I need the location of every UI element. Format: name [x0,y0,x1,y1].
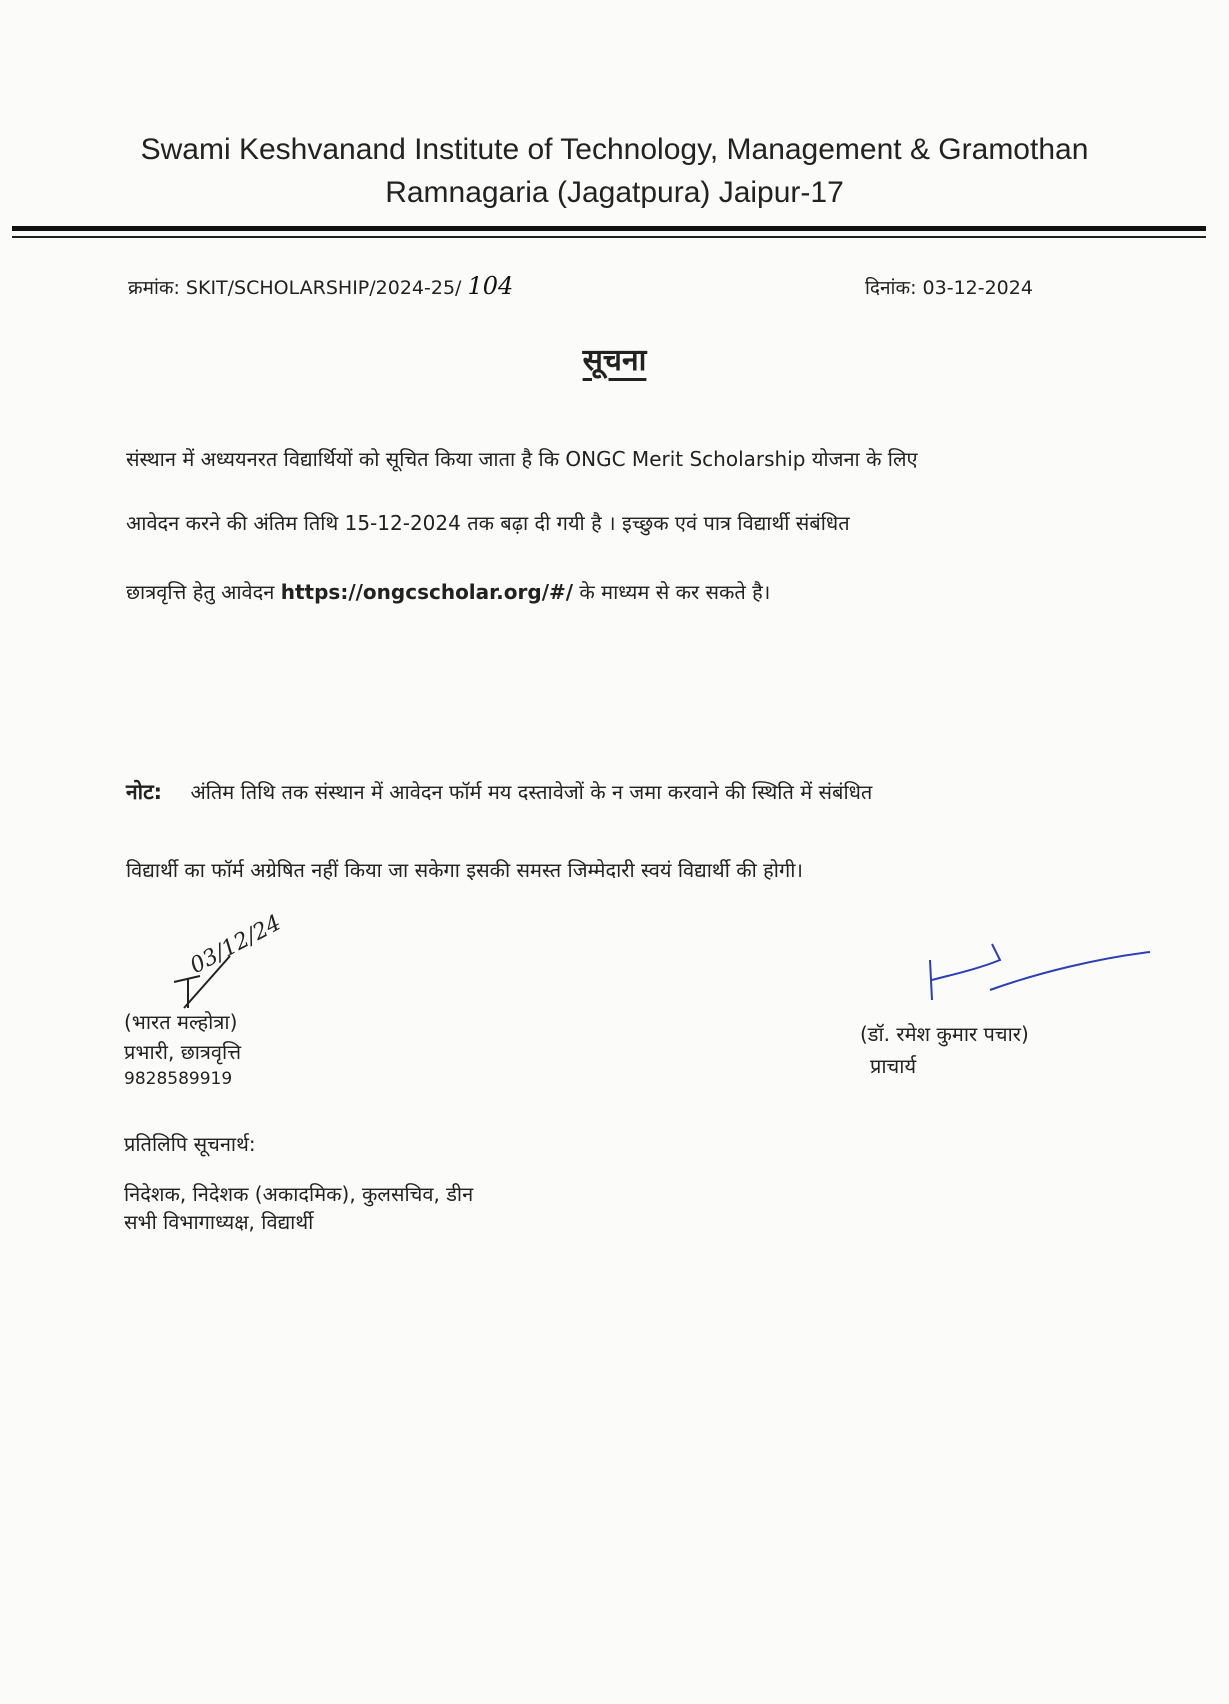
notice-line-3-suffix: के माध्यम से कर सकते है। [579,580,771,604]
copy-to-label: प्रतिलिपि सूचनार्थ: [124,1132,256,1156]
left-signatory-designation: प्रभारी, छात्रवृत्ति [124,1040,242,1064]
notice-title [0,338,1229,379]
notice-line-3 [126,578,770,605]
date-line [865,274,1033,300]
institute-address: Ramnagaria (Jagatpura) Jaipur-17 [385,176,844,209]
date-label: दिनांक: [865,277,917,299]
left-signatory-name: (भारत मल्होत्रा) [124,1010,238,1034]
scholarship-link[interactable]: https://ongcscholar.org/#/ [280,580,574,604]
header-rule-thin [12,236,1206,238]
copy-to-line-1: निदेशक, निदेशक (अकादमिक), कुलसचिव, डीन [124,1182,474,1206]
right-signatory-designation: प्राचार्य [870,1054,917,1078]
note-text-1: अंतिम तिथि तक संस्थान में आवेदन फॉर्म मय दस्तावेजों के न जमा करवाने की स्थिति में संबंधित [190,780,873,804]
right-signature [920,940,1160,1020]
header-rule-thick [12,226,1206,231]
reference-label: क्रमांक: [128,277,180,299]
notice-line-3-prefix: छात्रवृत्ति हेतु आवेदन [126,580,275,604]
note-line-2: विद्यार्थी का फॉर्म अग्रेषित नहीं किया जा सकेगा इसकी समस्त जिम्मेदारी स्वयं विद्यार्थी की होगी। [126,858,803,882]
left-signatory-phone: 9828589919 [124,1069,233,1089]
reference-line [128,272,513,300]
notice-line-2: आवेदन करने की अंतिम तिथि 15-12-2024 तक बढ़ा दी गयी है । इच्छुक एवं पात्र विद्यार्थी संबंधित [126,511,850,535]
reference-handwritten-number: 104 [467,272,514,300]
note-label: नोट: [126,780,163,804]
notice-title-text: सूचना [582,343,647,378]
reference-number: SKIT/SCHOLARSHIP/2024-25/ [185,277,462,299]
note-line-1 [126,778,872,806]
notice-line-1: संस्थान में अध्ययनरत विद्यार्थियों को सूचित किया जाता है कि ONGC Merit Scholarship योजना के लिए [126,447,918,471]
institute-name: Swami Keshvanand Institute of Technology, Management & Gramothan [140,133,1089,166]
left-signature-date: 03/12/24 [186,910,286,979]
right-signatory-name: (डॉ. रमेश कुमार पचार) [860,1022,1029,1046]
copy-to-line-2: सभी विभागाध्यक्ष, विद्यार्थी [124,1210,314,1234]
date-value: 03-12-2024 [922,277,1033,299]
